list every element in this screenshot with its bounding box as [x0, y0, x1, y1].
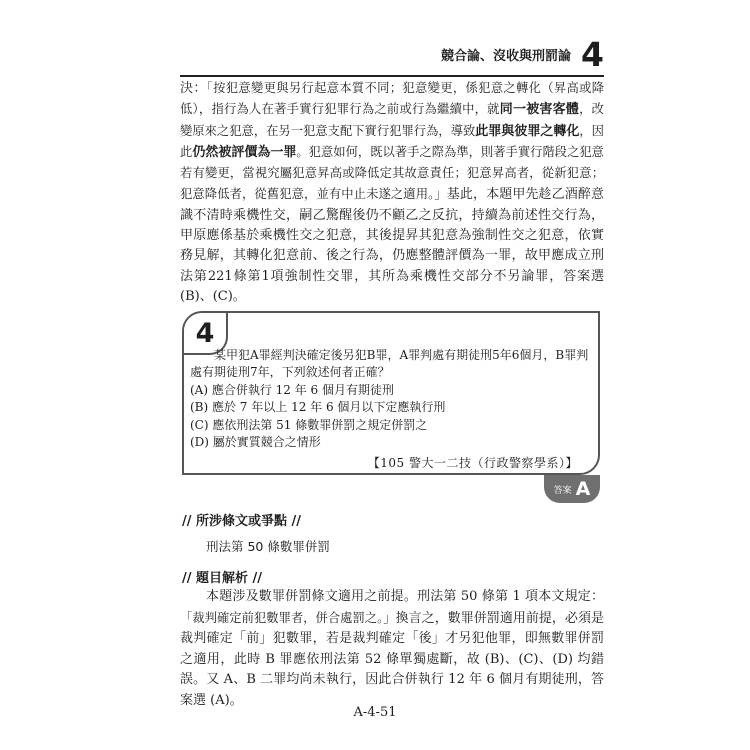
chapter-number: 4 — [581, 34, 604, 74]
ruling-bold-a: 同一被害客體 — [499, 102, 580, 118]
answer-label: 答案 — [553, 485, 572, 496]
question-box — [182, 311, 600, 475]
question-option-b: (B) 應於 7 年以上 12 年 6 個月以下定應執行刑 — [190, 400, 446, 415]
page-number: A-4-51 — [353, 705, 397, 720]
analysis-heading: // 題目解析 // — [182, 571, 263, 586]
question-option-c: (C) 應依刑法第 51 條數罪併罰之規定併罰之 — [190, 417, 428, 432]
question-number: 4 — [184, 313, 228, 355]
ruling-quote-part2: ，改變原來之犯意，在另一犯意支配下實行犯罪行為，導致 — [180, 102, 604, 138]
header-title: 競合論、沒收與刑罰論 — [441, 48, 572, 64]
explanation-part2: 換言之，數罪併罰適用前提，必須是裁判確定「前」犯數罪，若是裁判確定「後」才另犯他罪，即無數罪併罰之適用，此時 B 罪應依刑法第 52 條單獨處斷，故 (B)、(C)、(D) 均錯誤。又 A、B 二罪均尚未執行，因此合併執行 12 年 6 個月有期徒刑，答案選 (A)。 — [180, 610, 604, 708]
page-header — [180, 34, 604, 74]
ruling-quote-part1: 「按犯意變更與另行起意本質不同；犯意變更，係犯意之轉化（昇高或降低），指行為人在著手實行犯罪行為之前或行為繼續中，就 — [180, 81, 604, 117]
ruling-analysis: 基此，本題甲先趁乙酒醉意識不清時乘機性交，嗣乙驚醒後仍不顧乙之反抗，持續為前述性交行為，甲原應係基於乘機性交之犯意，其後提昇其犯意為強制性交之犯意，依實務見解，其轉化犯意前、後之行為，仍應整體評價為一罪，故甲應成立刑法第221條第1項強制性交罪，其所為乘機性交部分不另論罪，答案選(B)、(C)。 — [180, 187, 604, 304]
related-law-heading: // 所涉條文或爭點 // — [182, 514, 302, 529]
ruling-bold-c: 仍然被評價為一罪 — [192, 144, 297, 160]
question-stem: 某甲犯A罪經判決確定後另犯B罪，A罪判處有期徒刑5年6個月，B罪判處有期徒刑7年，下列敘述何者正確？ — [190, 348, 589, 380]
related-law: 刑法第 50 條數罪併罰 — [206, 539, 330, 554]
ruling-paragraph — [180, 78, 604, 307]
explanation-part1: 本題涉及數罪併罰條文適用之前提。刑法第 50 條第 1 項本文規定： — [206, 589, 604, 604]
explanation-quote: 「裁判確定前犯數罪者，併合處罰之。」 — [180, 610, 396, 625]
question-option-d: (D) 屬於實質競合之情形 — [190, 435, 321, 450]
ruling-bold-b: 此罪與彼罪之轉化 — [475, 123, 580, 139]
answer-value: A — [575, 478, 591, 500]
ruling-quote-part4: 。犯意如何，既以著手之際為準，則著手實行階段之犯意若有變更，當視究屬犯意昇高或降低定其故意責任；犯意昇高者，從新犯意；犯意降低者，從舊犯意，並有中止未遂之適用。」 — [180, 144, 604, 202]
question-option-a: (A) 應合併執行 12 年 6 個月有期徒刑 — [190, 382, 395, 397]
ruling-label: 決： — [180, 81, 207, 96]
header-rule — [180, 75, 604, 77]
question-content — [190, 347, 590, 451]
explanation-paragraph — [180, 587, 604, 712]
answer-tab — [544, 475, 600, 503]
ruling-quote-part3: ，因此 — [180, 123, 604, 159]
question-source: 【105 警大一二技（行政警察學系）】 — [367, 456, 578, 470]
